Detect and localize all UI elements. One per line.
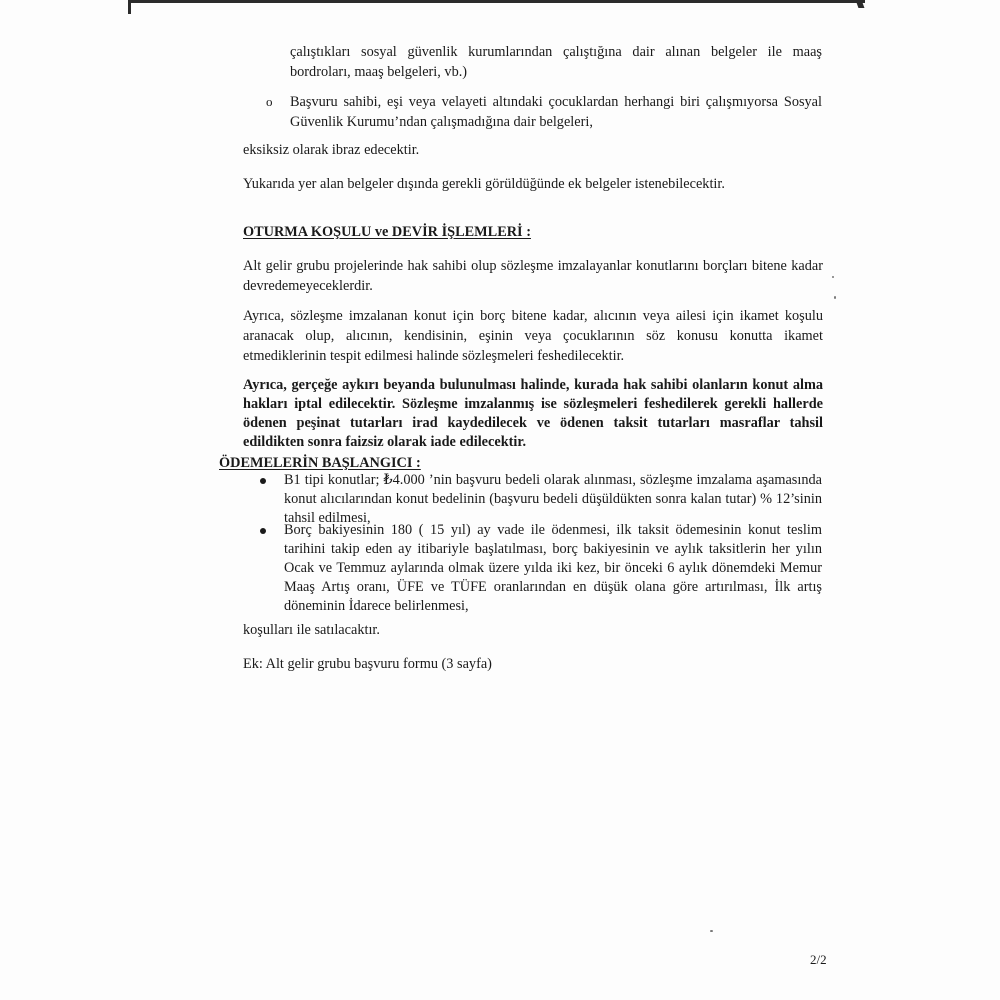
- sub-bullet-text: Başvuru sahibi, eşi veya velayeti altındaki çocuklardan herhangi biri çalışmıyorsa Sosyal Güvenlik Kurumu’ndan çalışmadığına dair belgeleri,: [290, 94, 822, 130]
- scan-left-edge: [128, 0, 131, 14]
- complete-submission-text: eksiksiz olarak ibraz edecektir.: [243, 142, 420, 158]
- payment-bullet-1-text: B1 tipi konutlar; ₺4.000 ’nin başvuru bedeli olarak alınması, sözleşme imzalama aşamasında konut alıcılarından konut bedelinin (başvuru bedeli düşüldükten sonra kalan tutar) % 12’sinin tahsil edilmesi,: [284, 472, 822, 526]
- section-heading-payments: ÖDEMELERİN BAŞLANGICI :: [219, 455, 421, 471]
- payment-bullet-2-marker: [260, 528, 266, 534]
- sub-bullet-marker: o: [266, 94, 273, 109]
- scan-speck: [834, 296, 836, 299]
- intro-continuation: çalıştıkları sosyal güvenlik kurumlarından çalıştığına dair alınan belgeler ile maaş bordroları, maaş belgeleri, vb.): [290, 44, 822, 80]
- residence-paragraph-3-bold: Ayrıca, gerçeğe aykırı beyanda bulunulması halinde, kurada hak sahibi olanların konut alma hakları iptal edilecektir. Sözleşme imzalanmış ise sözleşmeleri feshedilerek gerekli hallerde ödenen peşinat tutarları irad kaydedilecek ve ödenen taksit tutarları masraflar tahsil edildikten sonra faizsiz olarak iade edilecektir.: [243, 377, 823, 450]
- payment-bullet-2-text: Borç bakiyesinin 180 ( 15 yıl) ay vade ile ödenmesi, ilk taksit ödemesinin konut teslim tarihini takip eden ay itibariyle başlatılması, borç bakiyesinin ve aylık taksitlerin her yılın Ocak ve Temmuz aylarında olmak üzere yılda iki kez, bir önceki 6 aylık dönemdeki Memur Maaş Artış oranı, ÜFE ve TÜFE oranlarından en düşük olana göre artırılması, İlk artış döneminin İdarece belirlenmesi,: [284, 522, 822, 614]
- additional-documents-text: Yukarıda yer alan belgeler dışında gerekli görüldüğünde ek belgeler istenebilecektir.: [243, 176, 725, 192]
- scan-speck: [832, 276, 834, 278]
- residence-paragraph-1: Alt gelir grubu projelerinde hak sahibi olup sözleşme imzalayanlar konutlarını borçları bitene kadar devredemeyeceklerdir.: [243, 258, 823, 294]
- residence-paragraph-2: Ayrıca, sözleşme imzalanan konut için borç bitene kadar, alıcının veya ailesi için ikamet koşulu aranacak olup, alıcının, kendisinin, eşinin veya çocuklarının söz konusu konutta ikamet etmediklerinin tespit edilmesi halinde sözleşmeleri feshedilecektir.: [243, 308, 823, 364]
- page-number: 2/2: [810, 952, 827, 967]
- payment-bullet-1-marker: [260, 478, 266, 484]
- attachment-text: Ek: Alt gelir grubu başvuru formu (3 sayfa): [243, 656, 492, 672]
- sale-conditions-text: koşulları ile satılacaktır.: [243, 622, 380, 638]
- scan-speck: [710, 930, 713, 932]
- scan-top-edge: [130, 0, 865, 3]
- section-heading-residence: OTURMA KOŞULU ve DEVİR İŞLEMLERİ :: [243, 224, 531, 240]
